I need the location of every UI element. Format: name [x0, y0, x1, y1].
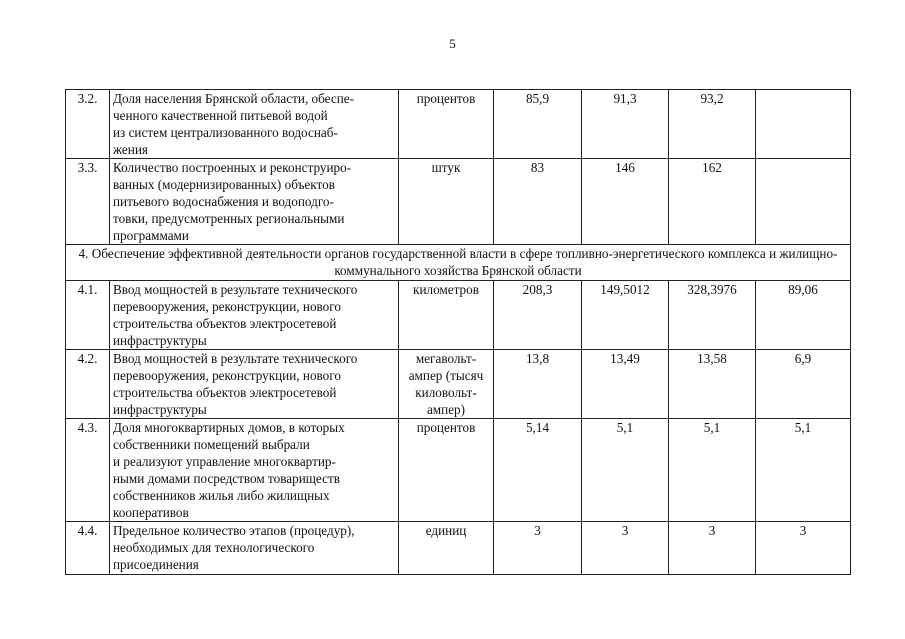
value-cell: 5,14 — [494, 419, 582, 522]
value-cell: 5,1 — [582, 419, 669, 522]
unit-cell: процентов — [399, 419, 494, 522]
page-number: 5 — [449, 36, 456, 51]
value-cell: 149,5012 — [582, 281, 669, 350]
value-cell: 93,2 — [669, 90, 756, 159]
value-cell — [756, 159, 851, 245]
value-cell: 13,58 — [669, 350, 756, 419]
row-number: 4.2. — [66, 350, 110, 419]
table-row-4-3 — [66, 419, 851, 522]
value-cell: 6,9 — [756, 350, 851, 419]
value-cell: 5,1 — [756, 419, 851, 522]
value-cell: 91,3 — [582, 90, 669, 159]
value-cell: 146 — [582, 159, 669, 245]
value-cell: 13,8 — [494, 350, 582, 419]
row-number: 4.3. — [66, 419, 110, 522]
table-row-4-4 — [66, 522, 851, 575]
unit-cell: штук — [399, 159, 494, 245]
unit-cell: единиц — [399, 522, 494, 575]
value-cell: 83 — [494, 159, 582, 245]
value-cell: 85,9 — [494, 90, 582, 159]
value-cell: 3 — [494, 522, 582, 575]
section-heading: 4. Обеспечение эффективной деятельности органов государственной власти в сфере топливно-энергетического комплекса и жилищно-коммунального хозяйства Брянской области — [66, 245, 851, 281]
row-number: 4.1. — [66, 281, 110, 350]
table-row-3-3 — [66, 159, 851, 245]
indicator-name: Ввод мощностей в результате технического перевооружения, реконструкции, нового строительства объектов электросетевой инфраструктуры — [110, 350, 399, 419]
value-cell — [756, 90, 851, 159]
indicator-name: Доля населения Брянской области, обеспе- ченного качественной питьевой водой из систем централизованного водоснаб- жения — [110, 90, 399, 159]
value-cell: 3 — [756, 522, 851, 575]
value-cell: 208,3 — [494, 281, 582, 350]
row-number: 3.2. — [66, 90, 110, 159]
value-cell: 3 — [669, 522, 756, 575]
indicator-name: Предельное количество этапов (процедур), необходимых для технологического присоединения — [110, 522, 399, 575]
value-cell: 328,3976 — [669, 281, 756, 350]
unit-cell: мегавольт- ампер (тысяч киловольт- ампер) — [399, 350, 494, 419]
value-cell: 162 — [669, 159, 756, 245]
row-number: 4.4. — [66, 522, 110, 575]
value-cell: 3 — [582, 522, 669, 575]
indicators-table — [65, 89, 851, 575]
indicator-name: Количество построенных и реконструиро- ванных (модернизированных) объектов питьевого водоснабжения и водоподго- товки, предусмотренных региональными программами — [110, 159, 399, 245]
indicator-name: Доля многоквартирных домов, в которых собственники помещений выбрали и реализуют управление многоквартир- ными домами посредством товариществ собственников жилья либо жилищных кооперативов — [110, 419, 399, 522]
value-cell: 5,1 — [669, 419, 756, 522]
indicator-name: Ввод мощностей в результате технического перевооружения, реконструкции, нового строительства объектов электросетевой инфраструктуры — [110, 281, 399, 350]
table-body — [66, 90, 851, 575]
table-row-4-2 — [66, 350, 851, 419]
section-heading-row — [66, 245, 851, 281]
value-cell: 89,06 — [756, 281, 851, 350]
row-number: 3.3. — [66, 159, 110, 245]
table-row-4-1 — [66, 281, 851, 350]
table-row-3-2 — [66, 90, 851, 159]
unit-cell: километров — [399, 281, 494, 350]
unit-cell: процентов — [399, 90, 494, 159]
value-cell: 13,49 — [582, 350, 669, 419]
